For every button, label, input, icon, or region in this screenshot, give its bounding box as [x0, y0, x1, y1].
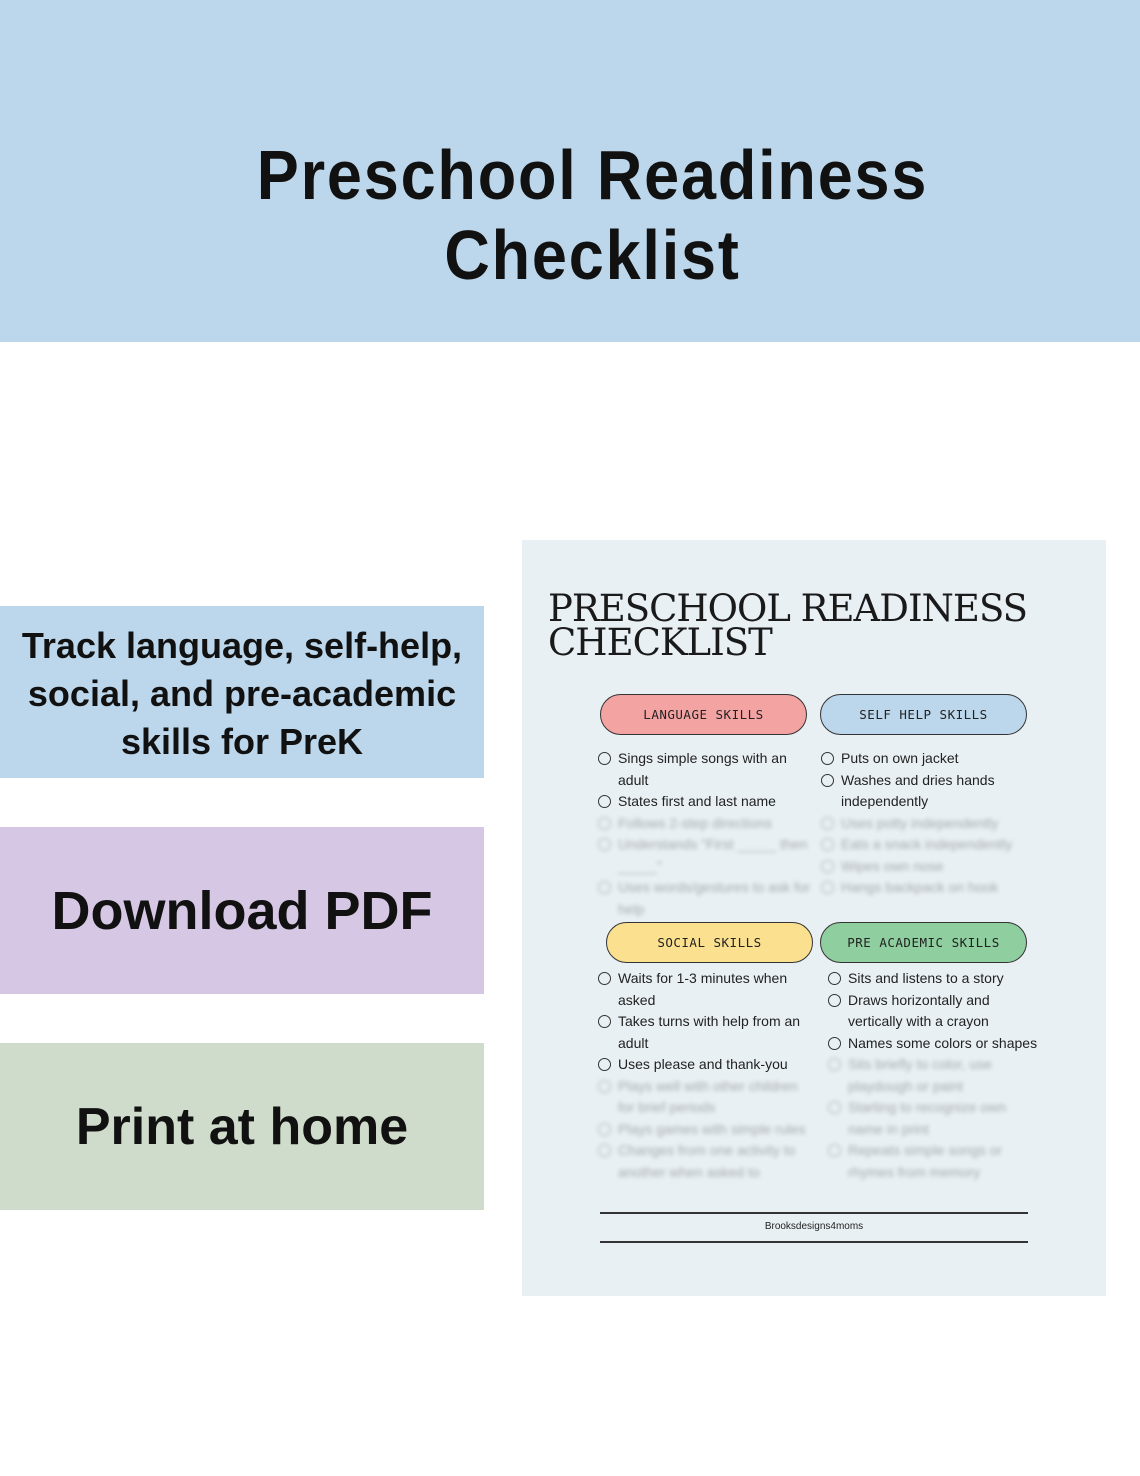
checklist-item	[596, 791, 811, 813]
checklist-item	[596, 748, 811, 791]
checklist-item	[819, 813, 1034, 835]
item-label: States first and last name	[618, 793, 776, 809]
radio-circle-icon	[828, 1101, 841, 1114]
checklist-item	[826, 990, 1041, 1033]
item-label: Starting to recognize own name in print	[848, 1099, 1006, 1137]
radio-circle-icon	[598, 881, 611, 894]
checklist-item	[596, 877, 811, 920]
item-label: Names some colors or shapes	[848, 1034, 1038, 1051]
item-label: Puts on own jacket	[841, 750, 959, 766]
checklist-title	[548, 587, 1027, 664]
item-label: Waits for 1-3 minutes when asked	[618, 970, 788, 1008]
item-label: Uses please and thank-you	[618, 1056, 788, 1072]
checklist-item	[596, 813, 811, 835]
radio-circle-icon	[598, 1058, 611, 1071]
radio-circle-icon	[821, 881, 834, 894]
item-label: Wipes own nose	[841, 857, 944, 874]
checklist-item	[596, 834, 811, 877]
radio-circle-icon	[598, 817, 611, 830]
radio-circle-icon	[821, 838, 834, 851]
title-line-2: CHECKLIST	[548, 621, 772, 664]
item-label: Sits briefly to color, use playdough or paint	[848, 1056, 992, 1094]
radio-circle-icon	[598, 1080, 611, 1093]
radio-circle-icon	[828, 1058, 841, 1071]
download-pdf-text: Download PDF	[51, 880, 433, 941]
checklist-item	[596, 1119, 811, 1141]
checklist-item	[596, 1140, 811, 1183]
item-label: Understands "First _____ then _____"	[618, 836, 808, 874]
radio-circle-icon	[828, 1037, 841, 1050]
checklist-item	[596, 1076, 811, 1119]
item-label: Hangs backpack on hook	[841, 879, 999, 895]
checklist	[596, 748, 811, 920]
item-label: Plays well with other children for brief periods	[618, 1077, 798, 1115]
item-label: Eats a snack independently	[841, 836, 1013, 852]
item-label: Sings simple songs with an adult	[618, 750, 787, 788]
radio-circle-icon	[598, 1123, 611, 1136]
checklist-item	[826, 1140, 1041, 1183]
page-title: Preschool Readiness Checklist	[256, 136, 929, 294]
checklist-item	[819, 877, 1034, 899]
item-label: Uses words/gestures to ask for help	[618, 879, 811, 917]
item-label: Uses potty independently	[841, 814, 999, 831]
header-banner	[0, 0, 1140, 342]
divider	[600, 1212, 1028, 1214]
checklist-preview	[522, 540, 1106, 1296]
radio-circle-icon	[828, 972, 841, 985]
item-label: Plays games with simple rules	[618, 1120, 806, 1137]
checklist-item	[596, 968, 811, 1011]
radio-circle-icon	[821, 860, 834, 873]
title-line-1: PRESCHOOL READINESS	[548, 587, 1027, 630]
radio-circle-icon	[828, 1144, 841, 1157]
item-label: Changes from one activity to another when asked to	[618, 1142, 796, 1180]
print-text: Print at home	[75, 1097, 409, 1156]
radio-circle-icon	[821, 817, 834, 830]
checklist-item	[819, 856, 1034, 878]
checklist-item	[826, 1033, 1041, 1055]
feature-banner	[0, 606, 484, 778]
item-label: Repeats simple songs or rhymes from memory	[848, 1142, 1003, 1180]
checklist	[826, 968, 1041, 1183]
section-pill-pre-academic-skills: PRE ACADEMIC SKILLS	[820, 922, 1027, 963]
print-at-home-banner	[0, 1043, 484, 1210]
checklist-item	[819, 748, 1034, 770]
item-label: Takes turns with help from an adult	[618, 1013, 801, 1051]
download-pdf-banner[interactable]	[0, 827, 484, 994]
checklist-item	[819, 834, 1034, 856]
radio-circle-icon	[598, 972, 611, 985]
checklist-item	[826, 968, 1041, 990]
section-pill-social-skills: SOCIAL SKILLS	[606, 922, 813, 963]
divider	[600, 1241, 1028, 1243]
item-label: Sits and listens to a story	[848, 970, 1004, 986]
radio-circle-icon	[598, 1015, 611, 1028]
section-pill-self-help-skills: SELF HELP SKILLS	[820, 694, 1027, 735]
item-label: Washes and dries hands independently	[841, 771, 995, 809]
radio-circle-icon	[598, 795, 611, 808]
feature-text: Track language, self-help, social, and pre-academic skills for PreK	[21, 625, 463, 762]
checklist-item	[826, 1097, 1041, 1140]
radio-circle-icon	[821, 774, 834, 787]
checklist-item	[596, 1011, 811, 1054]
checklist-item	[819, 770, 1034, 813]
radio-circle-icon	[598, 838, 611, 851]
item-label: Draws horizontally and vertically with a crayon	[848, 991, 990, 1029]
radio-circle-icon	[821, 752, 834, 765]
checklist-item	[596, 1054, 811, 1076]
section-pill-language-skills: LANGUAGE SKILLS	[600, 694, 807, 735]
item-label: Follows 2-step directions	[618, 814, 773, 831]
brand-label: Brooksdesigns4moms	[764, 1221, 864, 1232]
checklist	[819, 748, 1034, 899]
checklist-item	[826, 1054, 1041, 1097]
radio-circle-icon	[828, 994, 841, 1007]
checklist	[596, 968, 811, 1183]
radio-circle-icon	[598, 752, 611, 765]
radio-circle-icon	[598, 1144, 611, 1157]
